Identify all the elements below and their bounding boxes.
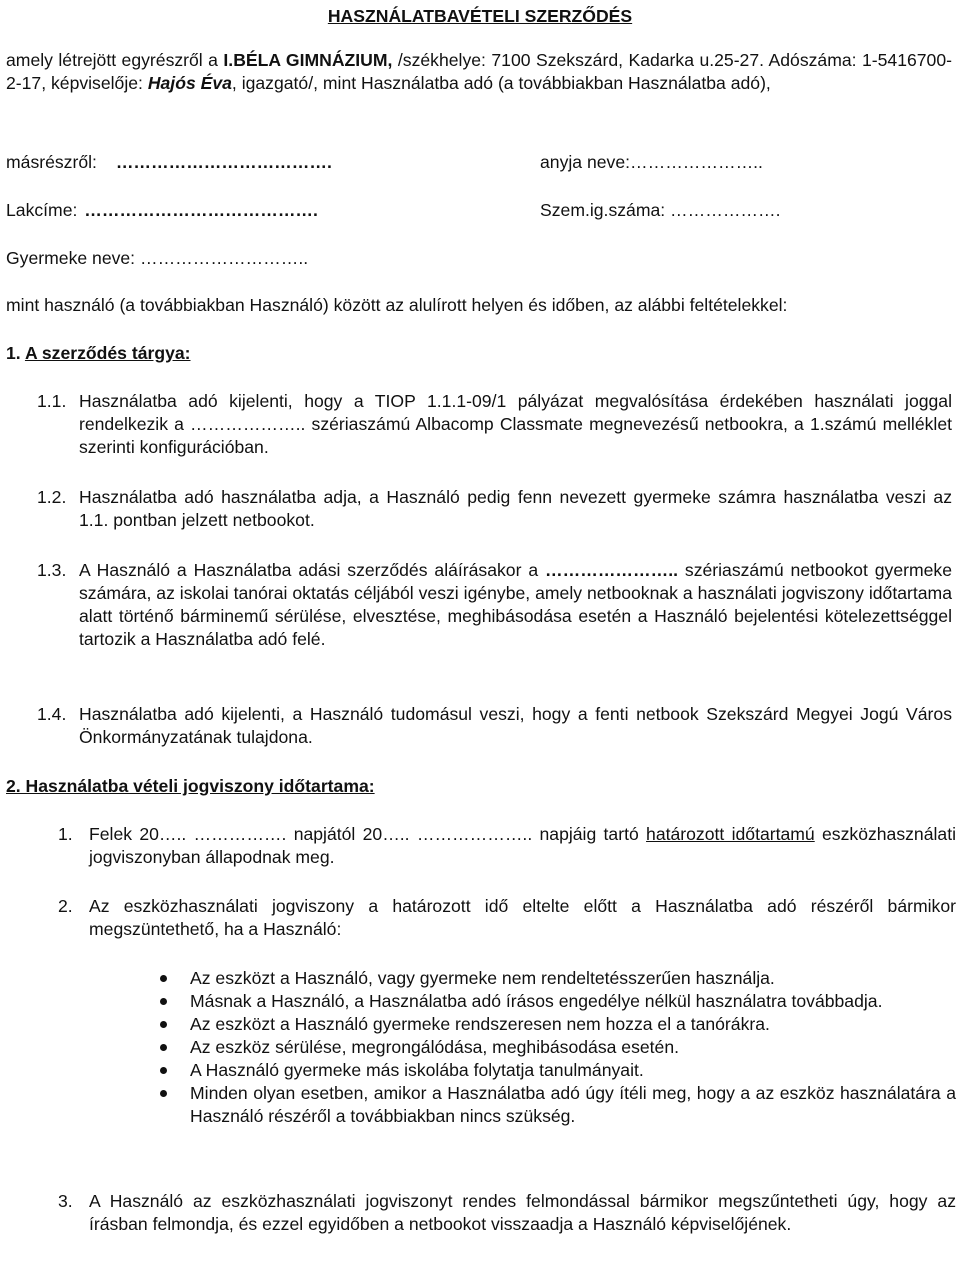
document-title: HASZNÁLATBAVÉTELI SZERZŐDÉS (327, 6, 633, 26)
intro-part2: /székhelye: 7100 Szekszárd, Kadarka u.25-27. Adószáma: 1-5416700-2-17, képviselője: (6, 50, 952, 93)
bullet-text: Az eszközt a Használó, vagy gyermeke nem rendeltetésszerűen használja. (190, 968, 775, 988)
szemig-dots: ………………. (670, 200, 781, 220)
intro-paragraph (6, 49, 952, 95)
item-2-2-number: 2. (58, 896, 73, 916)
item-1-2-number: 1.2. (37, 487, 67, 507)
field-szem-ig (540, 199, 781, 222)
bullet-icon (160, 1090, 167, 1097)
anyja-dots: ………………….. (630, 152, 763, 172)
list-item (164, 1013, 956, 1036)
bullet-icon (160, 1021, 167, 1028)
field-anyja-neve (540, 151, 763, 174)
item-1-3-number: 1.3. (37, 560, 67, 580)
section1-number: 1. (6, 343, 21, 363)
bullet-text: Az eszköz sérülése, megrongálódása, meghibásodása esetén. (190, 1037, 680, 1057)
masreszrol-dots: ………………………………. (115, 152, 332, 172)
item-2-1-number: 1. (58, 824, 73, 844)
item-2-3-number: 3. (58, 1191, 73, 1211)
list-item (164, 990, 956, 1013)
section1-heading (6, 342, 191, 365)
item-1-1-number: 1.1. (37, 391, 67, 411)
bullet-icon (160, 1044, 167, 1051)
item-2-1-underlined: határozott időtartamú (646, 824, 815, 844)
intro-part1: amely létrejött egyrészről a (6, 50, 224, 70)
anyja-label: anyja neve: (540, 152, 630, 172)
item-1-3-text (79, 559, 952, 651)
bullet-text: Az eszközt a Használó gyermeke rendszeresen nem hozza el a tanórákra. (190, 1014, 770, 1034)
field-masreszrol (6, 151, 332, 174)
item-2-1-text (89, 823, 956, 869)
item-2-2-text: Az eszközhasználati jogviszony a határozott idő eltelte előtt a Használatba adó részéről bármikor megszüntethető, ha a Használó: (89, 896, 956, 939)
bullet-icon (160, 975, 167, 982)
lakcime-label: Lakcíme: (6, 200, 78, 220)
section1-title: A szerződés tárgya: (24, 343, 191, 363)
section2-heading: 2. Használatba vételi jogviszony időtartama: (6, 776, 375, 796)
bullet-text: A Használó gyermeke más iskolába folytatja tanulmányait. (190, 1060, 644, 1080)
bullet-icon (160, 998, 167, 1005)
item-1-4-text: Használatba adó kijelenti, a Használó tudomásul veszi, hogy a fenti netbook Szekszárd Megyei Jogú Város Önkormányzatának tulajdona. (79, 704, 952, 747)
termination-conditions-list (164, 967, 956, 1128)
item-1-4-number: 1.4. (37, 704, 67, 724)
item-2-1-before: Felek 20….. ……………. napjától 20….. ……………….. napjáig tartó (89, 824, 647, 844)
item-1-3-after: szériaszámú netbookot gyermeke számára, az iskolai tanórai oktatás céljából veszi igénybe, amely netbooknak a használati jogviszony időtartama alatt történő bárminemű sérülése, elvesztése, meghibásodása esetén a Használó bejelentési kötelezettséggel tartozik a Használatba adó felé. (79, 560, 952, 649)
bullet-text: Minden olyan esetben, amikor a Használatba adó úgy ítéli meg, hogy a az eszköz használatára a Használó részéről a továbbiakban nincs szükség. (190, 1083, 956, 1126)
item-1-3-dots: ………………….. (545, 560, 678, 580)
list-item (164, 1082, 956, 1128)
masreszrol-label: másrészről: (6, 152, 97, 172)
school-name: I.BÉLA GIMNÁZIUM, (223, 50, 393, 70)
item-2-1-after: eszközhasználati jogviszonyban állapodnak meg. (89, 824, 956, 867)
bullet-icon (160, 1067, 167, 1074)
item-1-3-before: A Használó a Használatba adási szerződés aláírásakor a (79, 560, 546, 580)
intro-part3: , igazgató/, mint Használatba adó (a továbbiakban Használatba adó), (231, 73, 771, 93)
field-lakcime (6, 199, 318, 222)
item-1-2-text: Használatba adó használatba adja, a Használó pedig fenn nevezett gyermeke számra használatba veszi az 1.1. pontban jelzett netbookot. (79, 487, 952, 530)
item-2-3-text: A Használó az eszközhasználati jogviszonyt rendes felmondással bármikor megszűntetheti úgy, hogy az írásban felmondja, és ezzel egyidőben a netbookot visszaadja a Használó képviselőjének. (89, 1191, 956, 1234)
item-1-1-text: Használatba adó kijelenti, hogy a TIOP 1.1.1-09/1 pályázat megvalósítása érdekében használati joggal rendelkezik a ……………….. szériaszámú Albacomp Classmate megnevezésű netbookra, a 1.számú melléklet szerinti konfigurációban. (79, 391, 952, 457)
bullet-text: Másnak a Használó, a Használatba adó írásos engedélye nélkül használatra továbbadja. (190, 991, 883, 1011)
list-item (164, 1036, 956, 1059)
lakcime-dots: …………………………………. (84, 200, 318, 220)
list-item (164, 1059, 956, 1082)
list-item (164, 967, 956, 990)
field-gyermeke (6, 247, 308, 270)
mint-hasznalo-paragraph: mint használó (a továbbiakban Használó) között az alulírott helyen és időben, az alábbi feltételekkel: (6, 295, 788, 315)
gyermeke-label: Gyermeke neve: (6, 248, 136, 268)
szemig-label: Szem.ig.száma: (540, 200, 666, 220)
representative-name: Hajós Éva (147, 73, 232, 93)
gyermeke-dots: ……………………….. (139, 248, 309, 268)
